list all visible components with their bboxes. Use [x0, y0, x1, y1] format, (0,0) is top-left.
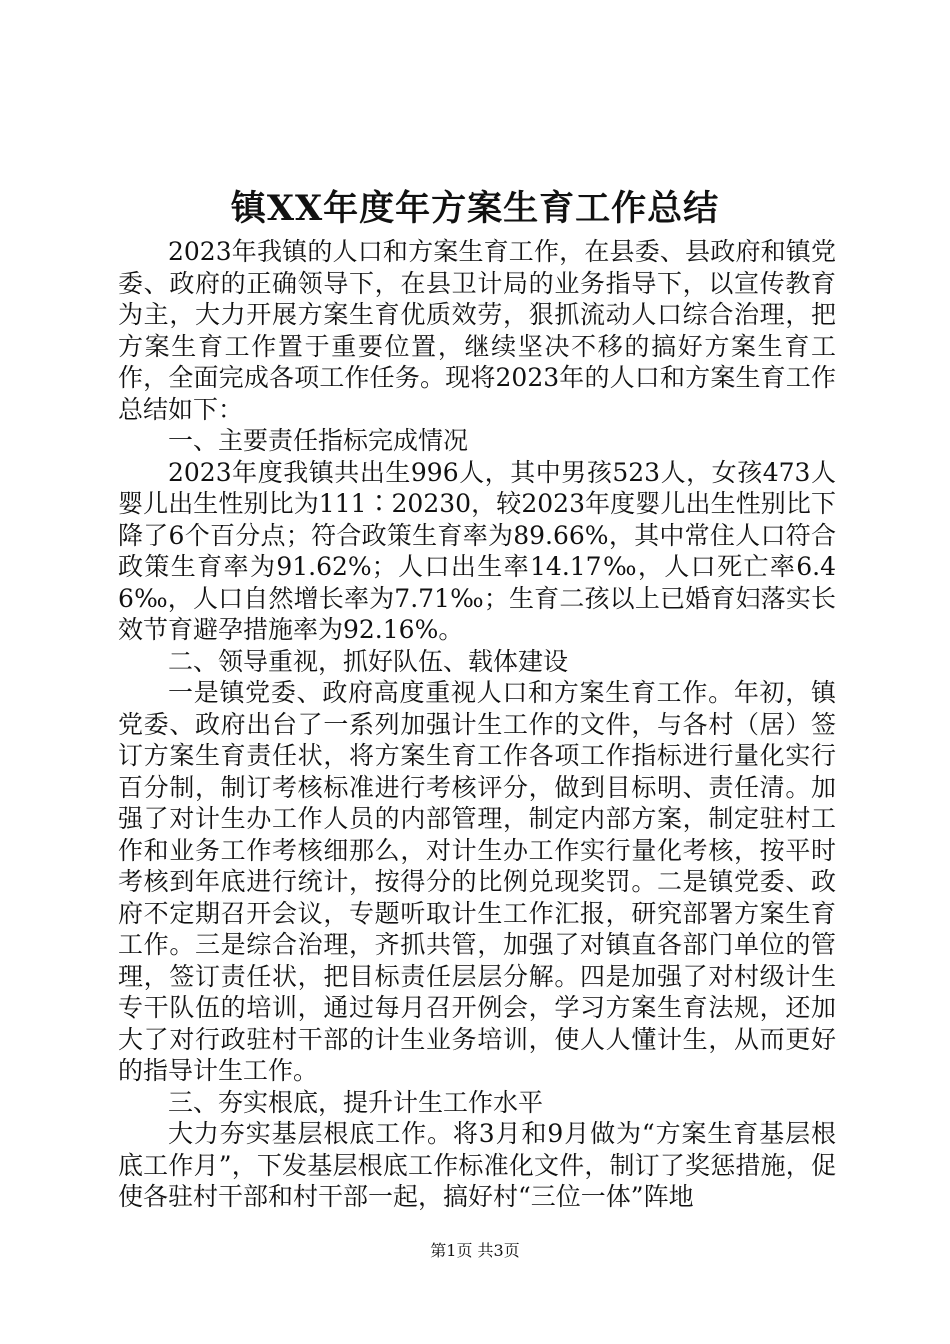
- paragraph-statistics: 2023年度我镇共出生996人，其中男孩523人，女孩473人婴儿出生性别比为111∶20230，较2023年度婴儿出生性别比下降了6个百分点；符合政策生育率为89.66%，其中常住人口符合政策生育率为91.62%；人口出生率14.17‰，人口死亡率6.46‰，人口自然增长率为7.71‰；生育二孩以上已婚育妇落实长效节育避孕措施率为92.16%。: [118, 457, 836, 644]
- section-heading-1: 一、主要责任指标完成情况: [168, 426, 469, 455]
- section-heading-3: 三、夯实根底，提升计生工作水平: [168, 1087, 544, 1117]
- paragraph-leadership: 一是镇党委、政府高度重视人口和方案生育工作。年初，镇党委、政府出台了一系列加强计生工作的文件，与各村（居）签订方案生育责任状，将方案生育工作各项工作指标进行量化实行百分制，制订考核标准进行考核评分，做到目标明、责任清。加强了对计生办工作人员的内部管理，制定内部方案，制定驻村工作和业务工作考核细那么，对计生办工作实行量化考核，按平时考核到年底进行统计，按得分的比例兑现奖罚。二是镇党委、政府不定期召开会议，专题听取计生工作汇报，研究部署方案生育工作。三是综合治理，齐抓共管，加强了对镇直各部门单位的管理，签订责任状，把目标责任层层分解。四是加强了对村级计生专干队伍的培训，通过每月召开例会，学习方案生育法规，还加大了对行政驻村干部的计生业务培训，使人人懂计生，从而更好的指导计生工作。: [118, 678, 836, 1085]
- section-heading-2: 二、领导重视，抓好队伍、载体建设: [168, 646, 569, 676]
- paragraph-intro: 2023年我镇的人口和方案生育工作，在县委、县政府和镇党委、政府的正确领导下，在县卫计局的业务指导下，以宣传教育为主，大力开展方案生育优质效劳，狠抓流动人口综合治理，把方案生育工作置于重要位置，继续坚决不移的搞好方案生育工作，全面完成各项工作任务。现将2023年的人口和方案生育工作总结如下：: [118, 237, 836, 424]
- document-body: [118, 236, 836, 1213]
- document-title: 镇XX年度年方案生育工作总结: [230, 188, 720, 229]
- page-footer: 第1页 共3页: [430, 1241, 520, 1260]
- paragraph-foundation: 大力夯实基层根底工作。将3月和9月做为“方案生育基层根底工作月”，下发基层根底工作标准化文件，制订了奖惩措施，促使各驻村干部和村干部一起，搞好村“三位一体”阵地: [118, 1119, 836, 1211]
